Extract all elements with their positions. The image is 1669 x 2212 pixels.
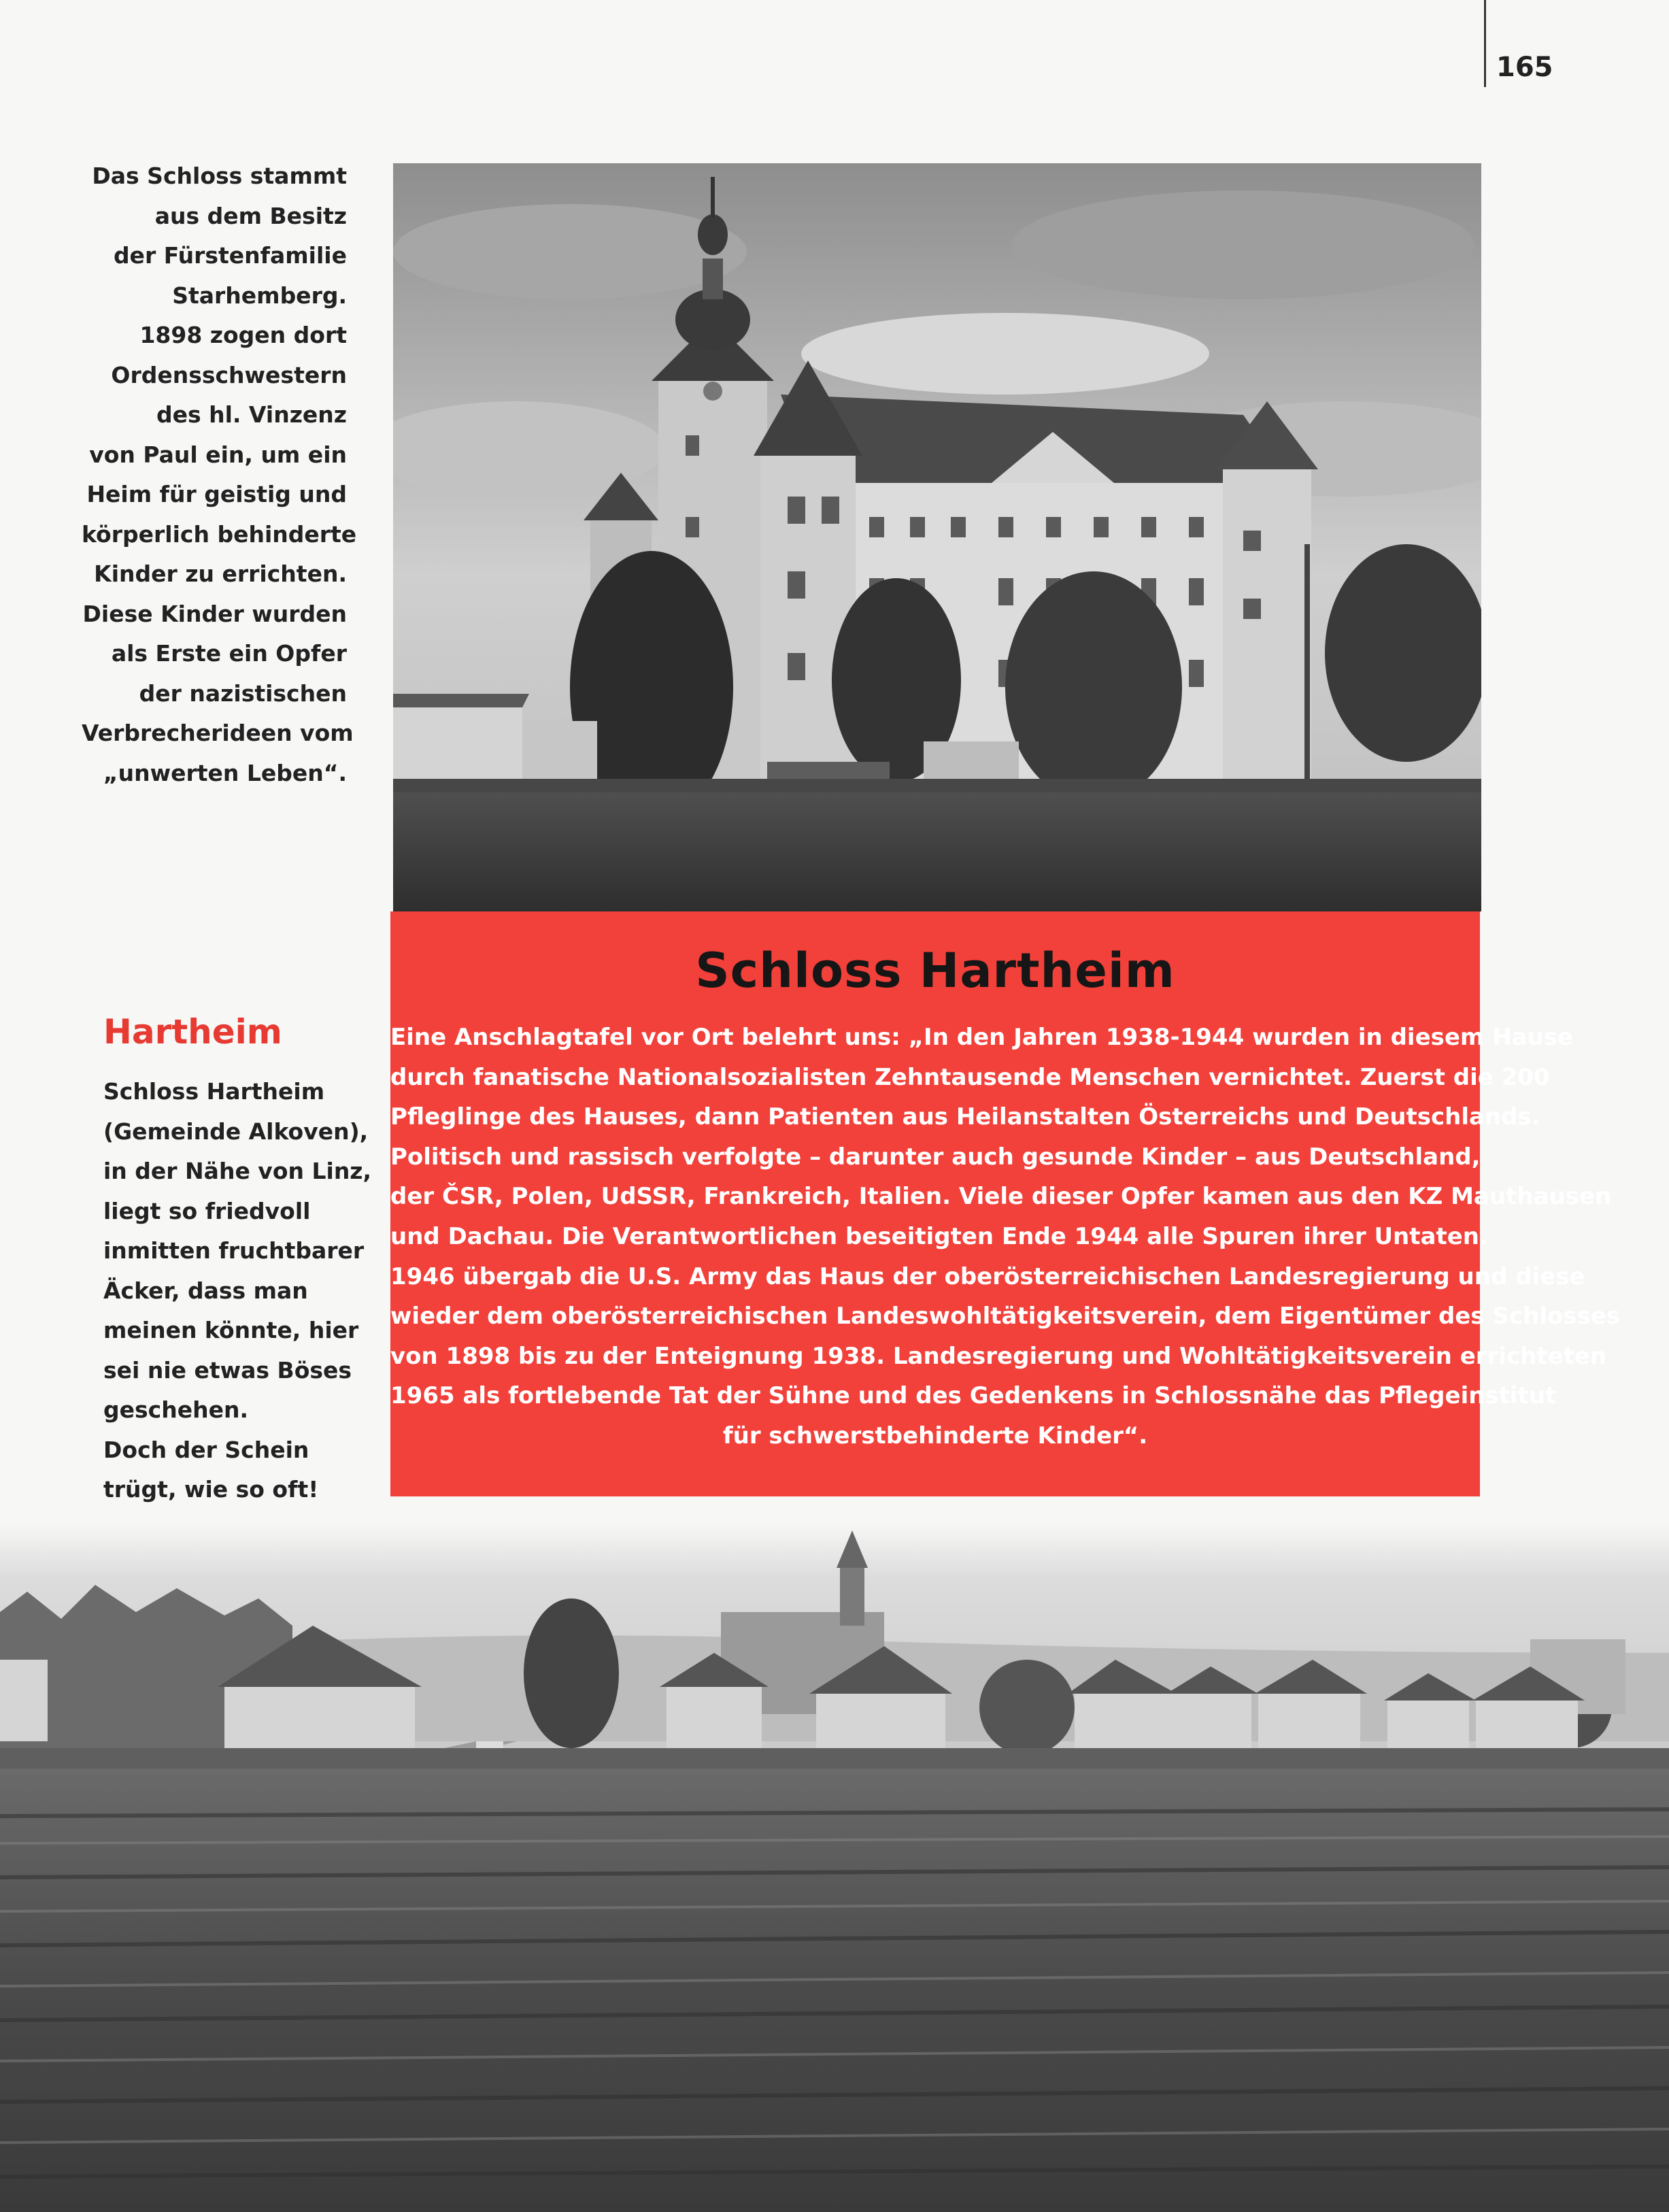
village-field-illustration [0,1524,1669,2212]
text-line: der nazistischen [139,680,347,707]
text-line: durch fanatische Nationalsozialisten Zehntausende Menschen vernichtet. Zuerst die 200 [390,1063,1550,1091]
red-box-title: Schloss Hartheim [695,943,1175,999]
text-line: Ordensschwestern [111,361,347,388]
sidebar-hartheim-text [103,1072,372,1510]
sidebar-heading: Hartheim [103,1012,282,1052]
text-line: Doch der Schein [103,1436,309,1463]
text-line: liegt so friedvoll [103,1197,311,1224]
memorial-plaque-box [390,911,1621,1496]
text-line: meinen könnte, hier [103,1317,359,1343]
text-line: Politisch und rassisch verfolgte – darunter auch gesunde Kinder – aus Deutschland, [390,1143,1481,1171]
text-line: körperlich behinderte [82,520,357,548]
text-line: (Gemeinde Alkoven), [103,1118,369,1145]
text-line: inmitten fruchtbarer [103,1237,365,1264]
text-line: der Fürstenfamilie [113,242,347,269]
text-line: Starhemberg. [172,282,347,309]
text-line: Verbrecherideen vom [82,720,354,746]
text-line: Äcker, dass man [103,1277,308,1304]
text-line: 1946 übergab die U.S. Army das Haus der oberösterreichischen Landesregierung und diese [390,1262,1585,1290]
text-line: für schwerstbehinderte Kinder“. [722,1422,1148,1449]
text-line: 1965 als fortlebende Tat der Sühne und des Gedenkens in Schlossnähe das Pflegeinstitut [390,1382,1557,1410]
page-number-rule [1484,0,1486,87]
text-line: von Paul ein, um ein [89,441,347,468]
text-line: trügt, wie so oft! [103,1476,319,1503]
text-line: in der Nähe von Linz, [103,1158,372,1184]
text-line: Heim für geistig und [86,481,347,507]
text-line: 1898 zogen dort [139,322,347,348]
castle-illustration [393,163,1481,911]
castle-photo [393,163,1481,911]
red-box-text [390,1018,1621,1456]
text-line: Pfleglinge des Hauses, dann Patienten aus Heilanstalten Österreichs und Deutschlands. [390,1103,1540,1131]
village-field-photo [0,1524,1669,2212]
text-line: geschehen. [103,1396,248,1423]
text-line: Das Schloss stammt [92,163,347,189]
text-line: Schloss Hartheim [103,1078,325,1105]
text-line: „unwerten Leben“. [103,759,347,786]
sidebar-intro-text [82,156,357,793]
text-line: der ČSR, Polen, UdSSR, Frankreich, Italien. Viele dieser Opfer kamen aus den KZ Mauthausen [390,1183,1612,1211]
text-line: wieder dem oberösterreichischen Landeswohltätigkeitsverein, dem Eigentümer des Schlosses [390,1303,1621,1330]
text-line: Kinder zu errichten. [94,560,347,587]
text-line: von 1898 bis zu der Enteignung 1938. Landesregierung und Wohltätigkeitsverein errichteten [390,1342,1607,1370]
text-line: Diese Kinder wurden [82,600,347,627]
text-line: Eine Anschlagtafel vor Ort belehrt uns: „In den Jahren 1938-1944 wurden in diesem Hause [390,1024,1574,1051]
text-line: sei nie etwas Böses [103,1356,352,1384]
text-line: und Dachau. Die Verantwortlichen beseitigten Ende 1944 alle Spuren ihrer Untaten. [390,1222,1488,1250]
text-line: als Erste ein Opfer [111,640,347,667]
text-line: aus dem Besitz [154,202,347,229]
text-line: des hl. Vinzenz [156,401,347,428]
page-number: 165 [1496,52,1553,83]
